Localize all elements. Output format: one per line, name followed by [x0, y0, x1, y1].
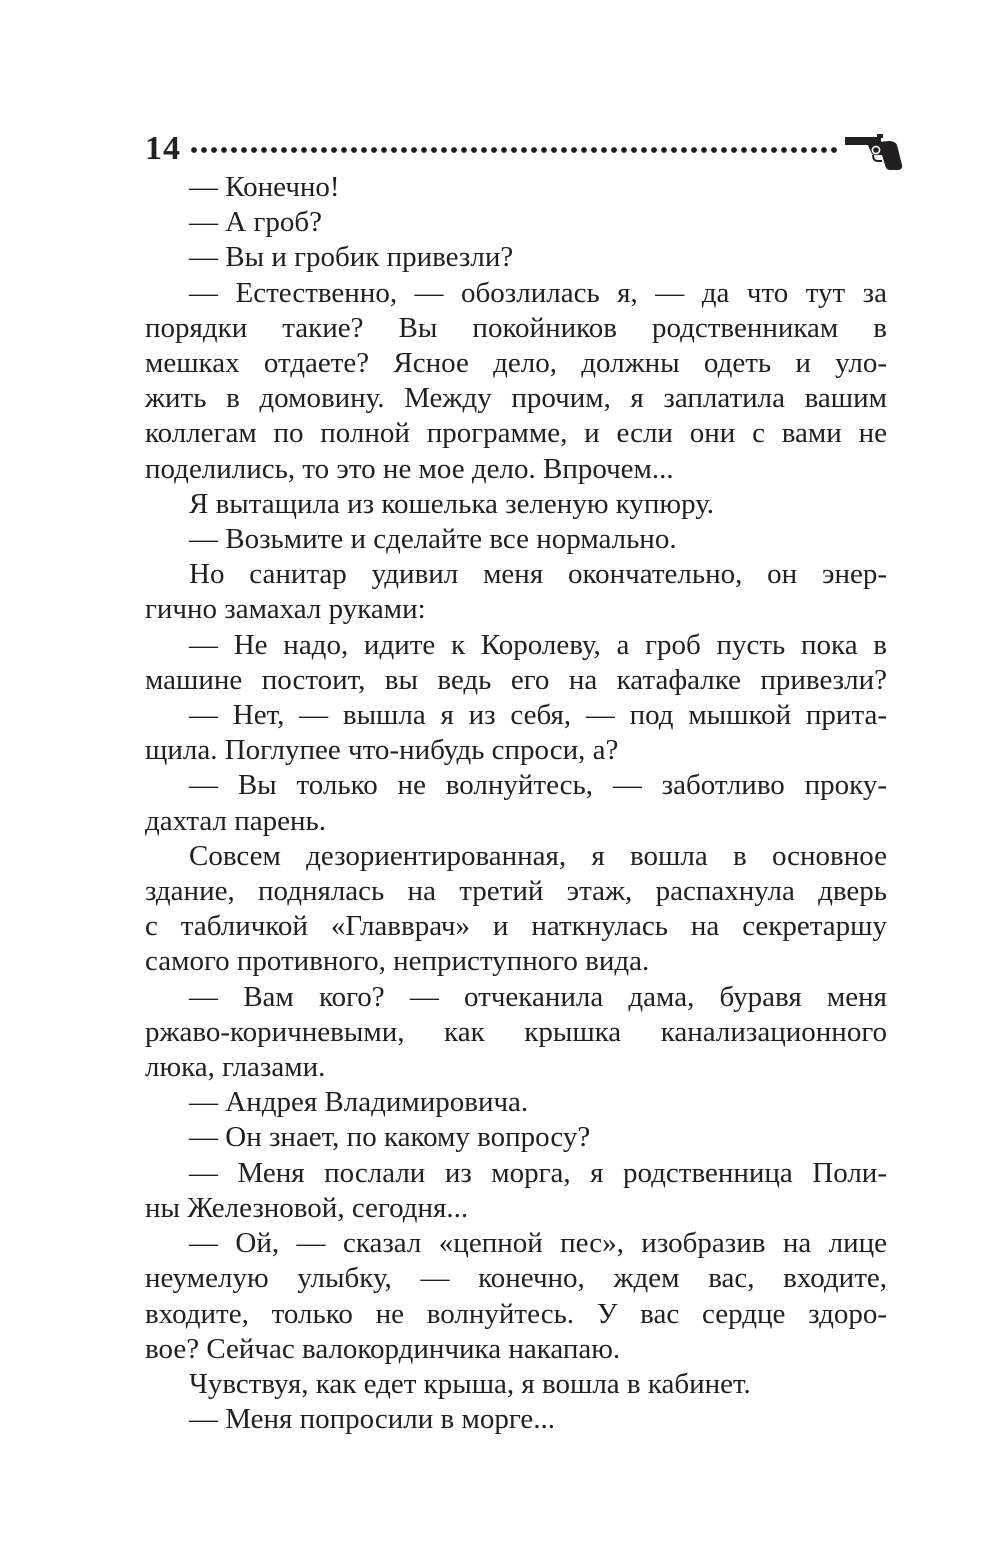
- text-line: мешках отдаете? Ясное дело, должны одеть и уло-: [145, 347, 887, 380]
- text-line: Совсем дезориентированная, я вошла в основное: [189, 839, 887, 872]
- text-line: входите, только не волнуйтесь. У вас сердце здоро-: [145, 1297, 887, 1330]
- text-line: — Меня послали из морга, я родственница Поли-: [189, 1156, 887, 1189]
- text-line: Чувствуя, как едет крыша, я вошла в кабинет.: [189, 1367, 751, 1400]
- text-line: — Ой, — сказал «цепной пес», изобразив на лице: [189, 1227, 887, 1260]
- text-line: гично замахал руками:: [145, 593, 426, 626]
- text-line: Я вытащила из кошелька зеленую купюру.: [189, 487, 715, 520]
- text-line: — Вы и гробик привезли?: [189, 241, 514, 274]
- text-line: порядки такие? Вы покойников родственникам в: [145, 311, 887, 344]
- text-line: — Вы только не волнуйтесь, — заботливо проку-: [189, 769, 887, 802]
- text-line: коллегам по полной программе, и если они с вами не: [145, 417, 887, 450]
- body-text: [145, 170, 887, 1437]
- text-line: дахтал парень.: [145, 804, 327, 837]
- text-line: ржаво-коричневыми, как крышка канализационного: [145, 1015, 887, 1048]
- text-line: с табличкой «Главврач» и наткнулась на секретаршу: [145, 910, 887, 943]
- text-line: поделились, то это не мое дело. Впрочем...: [145, 452, 674, 485]
- text-line: — Вам кого? — отчеканила дама, буравя меня: [189, 980, 887, 1013]
- text-line: Но санитар удивил меня окончательно, он энер-: [189, 558, 887, 591]
- running-header: [145, 127, 905, 171]
- revolver-icon: [845, 131, 903, 171]
- text-line: здание, поднялась на третий этаж, распахнула дверь: [145, 875, 887, 908]
- text-line: — Конечно!: [189, 171, 340, 203]
- page-number: 14: [145, 130, 181, 167]
- text-line: ны Железновой, сегодня...: [145, 1191, 469, 1224]
- text-line: неумелую улыбку, — конечно, ждем вас, входите,: [145, 1262, 887, 1295]
- text-line: — Меня попросили в морге...: [189, 1403, 555, 1436]
- text-line: люка, глазами.: [145, 1051, 326, 1084]
- text-line: — Естественно, — обозлилась я, — да что тут за: [189, 276, 887, 309]
- text-line: — Андрея Владимировича.: [189, 1086, 529, 1119]
- text-line: — Возьмите и сделайте все нормально.: [189, 523, 677, 556]
- text-line: — Он знает, по какому вопросу?: [189, 1121, 591, 1154]
- text-line: — А гроб?: [189, 206, 322, 239]
- text-line: машине постоит, вы ведь его на катафалке привезли?: [145, 663, 887, 696]
- text-line: жить в домовину. Между прочим, я заплатила вашим: [145, 382, 887, 415]
- text-line: — Нет, — вышла я из себя, — под мышкой прита-: [189, 699, 887, 732]
- text-line: вое? Сейчас валокординчика накапаю.: [145, 1332, 621, 1365]
- dotted-rule: [189, 145, 839, 155]
- text-line: самого противного, неприступного вида.: [145, 945, 650, 978]
- text-line: — Не надо, идите к Королеву, а гроб пусть пока в: [189, 628, 887, 661]
- text-line: щила. Поглупее что-нибудь спроси, а?: [145, 734, 619, 767]
